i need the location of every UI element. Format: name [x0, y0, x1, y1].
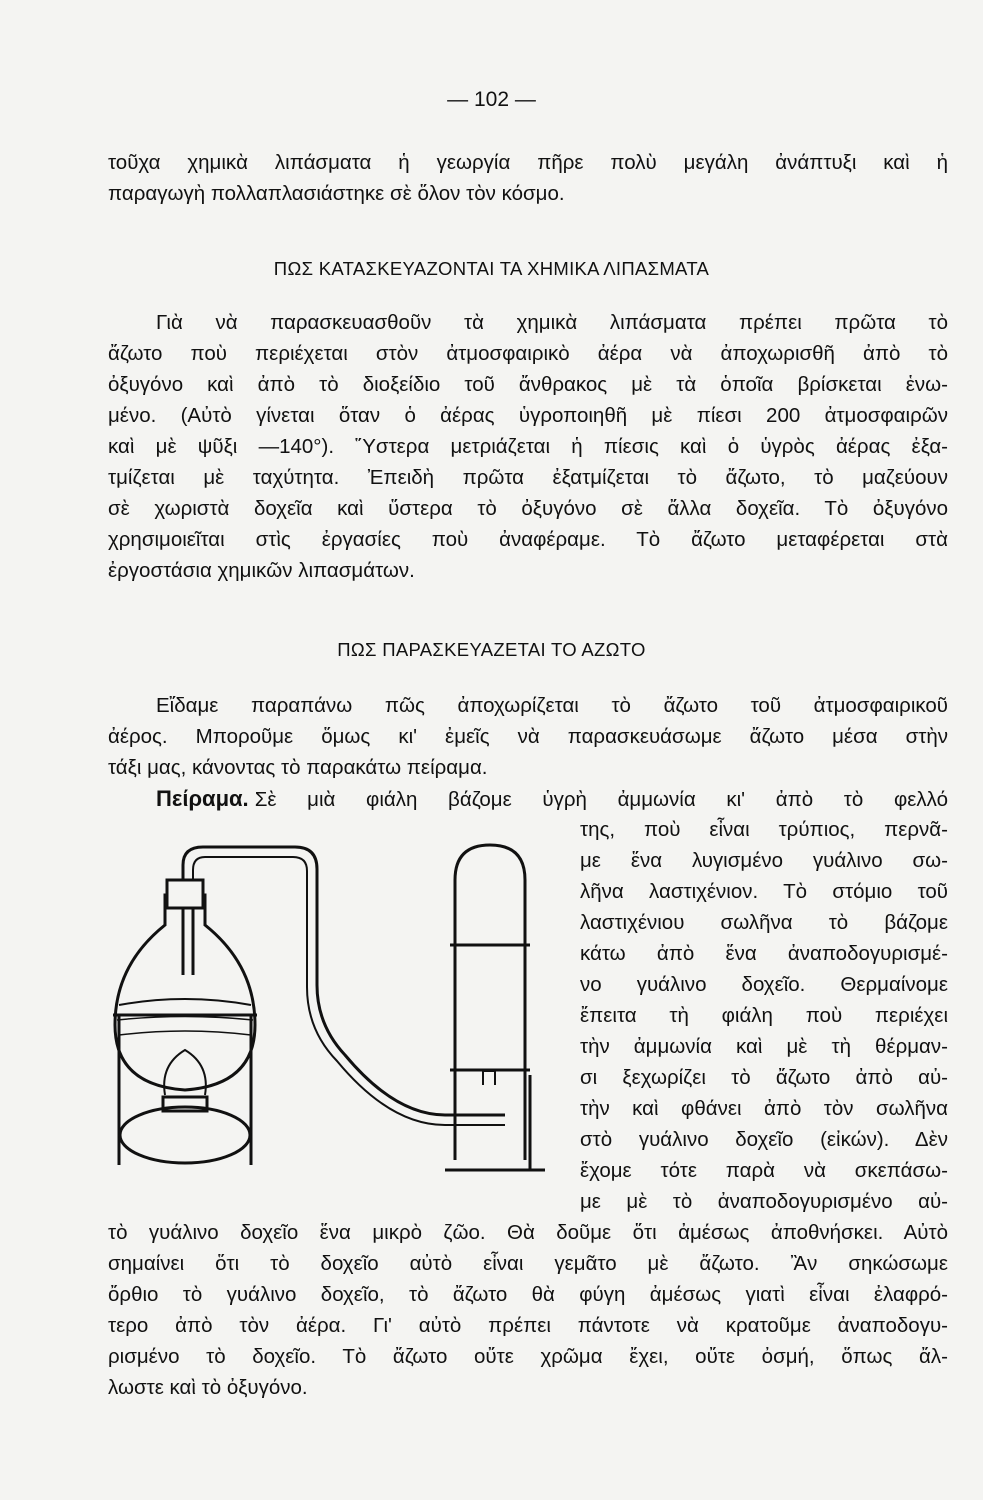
text-line: με ἕνα λυγισμένο γυάλινο σω- — [580, 849, 948, 872]
burner — [120, 1107, 250, 1163]
text-line: σι ξεχωρίζει τὸ ἄζωτο ἀπὸ αὐ- — [580, 1066, 948, 1089]
text-line: ἔχομε τότε παρὰ νὰ σκεπάσω- — [580, 1159, 948, 1182]
text-line: χρησιμοιεῖται στὶς ἐργασίες ποὺ ἀναφέραμε. Τὸ ἄζωτο μεταφέρεται στὰ — [108, 528, 948, 551]
text-line: Σὲ μιὰ φιάλη βάζομε ὑγρὴ ἀμμωνία κι' ἀπὸ τὸ φελλό — [254, 788, 948, 811]
flask — [115, 895, 255, 1090]
text-line: τερο ἀπὸ τὸν ἀέρα. Γι' αὐτὸ πρέπει πάντοτε νὰ κρατοῦμε ἀναποδογυ- — [108, 1314, 948, 1337]
text-line: ὀξυγόνο καὶ ἀπὸ τὸ διοξείδιο τοῦ ἄνθρακος μὲ τὰ ὁποῖα βρίσκεται ἑνω- — [108, 373, 948, 396]
experiment-conclusion-paragraph — [108, 1217, 948, 1403]
text-line: της, ποὺ εἶναι τρύπιος, περνᾶ- — [580, 818, 948, 841]
text-line: τὴν καὶ φθάνει ἀπὸ τὸν σωλῆνα — [580, 1097, 948, 1120]
text-line: τοῦχα χημικὰ λιπάσματα ἡ γεωργία πῆρε πολὺ μεγάλη ἀνάπτυξι καὶ ἡ — [108, 151, 948, 174]
text-line: νο γυάλινο δοχεῖο. Θερμαίνομε — [580, 973, 948, 996]
text-line: σὲ χωριστὰ δοχεῖα καὶ ὕστερα τὸ ὀξυγόνο σὲ ἄλλα δοχεῖα. Τὸ ὀξυγόνο — [108, 497, 948, 520]
text-line: κάτω ἀπὸ ἕνα ἀναποδογυρισμέ- — [580, 942, 948, 965]
text-line: μένο. (Αὐτὸ γίνεται ὅταν ὁ ἀέρας ὑγροποιηθῆ μὲ πίεσι 200 ἀτμοσφαιρῶν — [108, 404, 948, 427]
text-line: ἄζωτο ποὺ περιέχεται στὸν ἀτμοσφαιρικὸ ἀέρα νὰ ἀποχωρισθῆ ἀπὸ τὸ — [108, 342, 948, 365]
text-line: καὶ μὲ ψῦξι —140°). Ὕστερα μετριάζεται ἡ πίεσις καὶ ὁ ὑγρὸς ἀέρας ἐξα- — [108, 435, 948, 458]
text-line: τὸ γυάλινο δοχεῖο ἕνα μικρὸ ζῶο. Θὰ δοῦμε ὅτι ἀμέσως ἀποθνήσκει. Αὐτὸ — [108, 1221, 948, 1244]
text-line: Γιὰ νὰ παρασκευασθοῦν τὰ χημικὰ λιπάσματα πρέπει πρῶτα τὸ — [156, 311, 948, 334]
text-line: στὸ γυάλινο δοχεῖο (εἰκών). Δὲν — [580, 1128, 948, 1151]
page-number: — 102 — — [447, 88, 536, 111]
section-heading-nitrogen: ΠΩΣ ΠΑΡΑΣΚΕΥΑΖΕΤΑΙ ΤΟ ΑΖΩΤΟ — [337, 639, 646, 660]
text-line: τάξι μας, κάνοντας τὸ παρακάτω πείραμα. — [108, 756, 488, 779]
text-line: ἔπειτα τὴ φιάλη ποὺ περιέχει — [580, 1004, 948, 1027]
text-line: λαστιχένιου σωλῆνα τὸ βάζομε — [580, 911, 948, 934]
text-line: με μὲ τὸ ἀναποδογυρισμένο αὐ- — [580, 1190, 948, 1213]
experiment-column-text — [580, 814, 948, 1217]
experiment-apparatus-illustration — [105, 835, 565, 1175]
fertilizer-paragraph — [108, 307, 948, 586]
text-line: λῆνα λαστιχένιον. Τὸ στόμιο τοῦ — [580, 880, 948, 903]
section-heading-fertilizers: ΠΩΣ ΚΑΤΑΣΚΕΥΑΖΟΝΤΑΙ ΤΑ ΧΗΜΙΚΑ ΛΙΠΑΣΜΑΤΑ — [273, 258, 710, 279]
text-line: ἐργοστάσια χημικῶν λιπασμάτων. — [108, 559, 415, 582]
text-line: τμίζεται μὲ ταχύτητα. Ἐπειδὴ πρῶτα ἐξατμίζεται τὸ ἄζωτο, τὸ μαζεύουν — [108, 466, 948, 489]
text-line: τὴν ἀμμωνία καὶ μὲ τὴ θέρμαν- — [580, 1035, 948, 1058]
text-line: ἀέρος. Μποροῦμε ὅμως κι' ἐμεῖς νὰ παρασκευάσωμε ἄζωτο μέσα στὴν — [108, 725, 948, 748]
nitrogen-paragraph — [108, 690, 948, 814]
experiment-label: Πείραμα. — [156, 786, 249, 811]
inverted-jar — [455, 845, 525, 1160]
intro-paragraph — [108, 147, 948, 209]
text-line: ὄρθιο τὸ γυάλινο δοχεῖο, τὸ ἄζωτο θὰ φύγη ἀμέσως γιατὶ εἶναι ἐλαφρό- — [108, 1283, 948, 1306]
text-line: ρισμένο τὸ δοχεῖο. Τὸ ἄζωτο οὔτε χρῶμα ἔχει, οὔτε ὀσμή, ὅπως ἄλ- — [108, 1345, 948, 1368]
text-line: λωστε καὶ τὸ ὀξυγόνο. — [108, 1376, 308, 1399]
experiment-first-line — [108, 783, 948, 814]
cork — [167, 880, 203, 908]
text-line: παραγωγὴ πολλαπλασιάστηκε σὲ ὅλον τὸν κόσμο. — [108, 182, 565, 205]
text-line: σημαίνει ὅτι τὸ δοχεῖο αὐτὸ εἶναι γεμᾶτο μὲ ἄζωτο. Ἂν σηκώσωμε — [108, 1252, 948, 1275]
text-line: Εἴδαμε παραπάνω πῶς ἀποχωρίζεται τὸ ἄζωτο τοῦ ἀτμοσφαιρικοῦ — [156, 694, 948, 717]
